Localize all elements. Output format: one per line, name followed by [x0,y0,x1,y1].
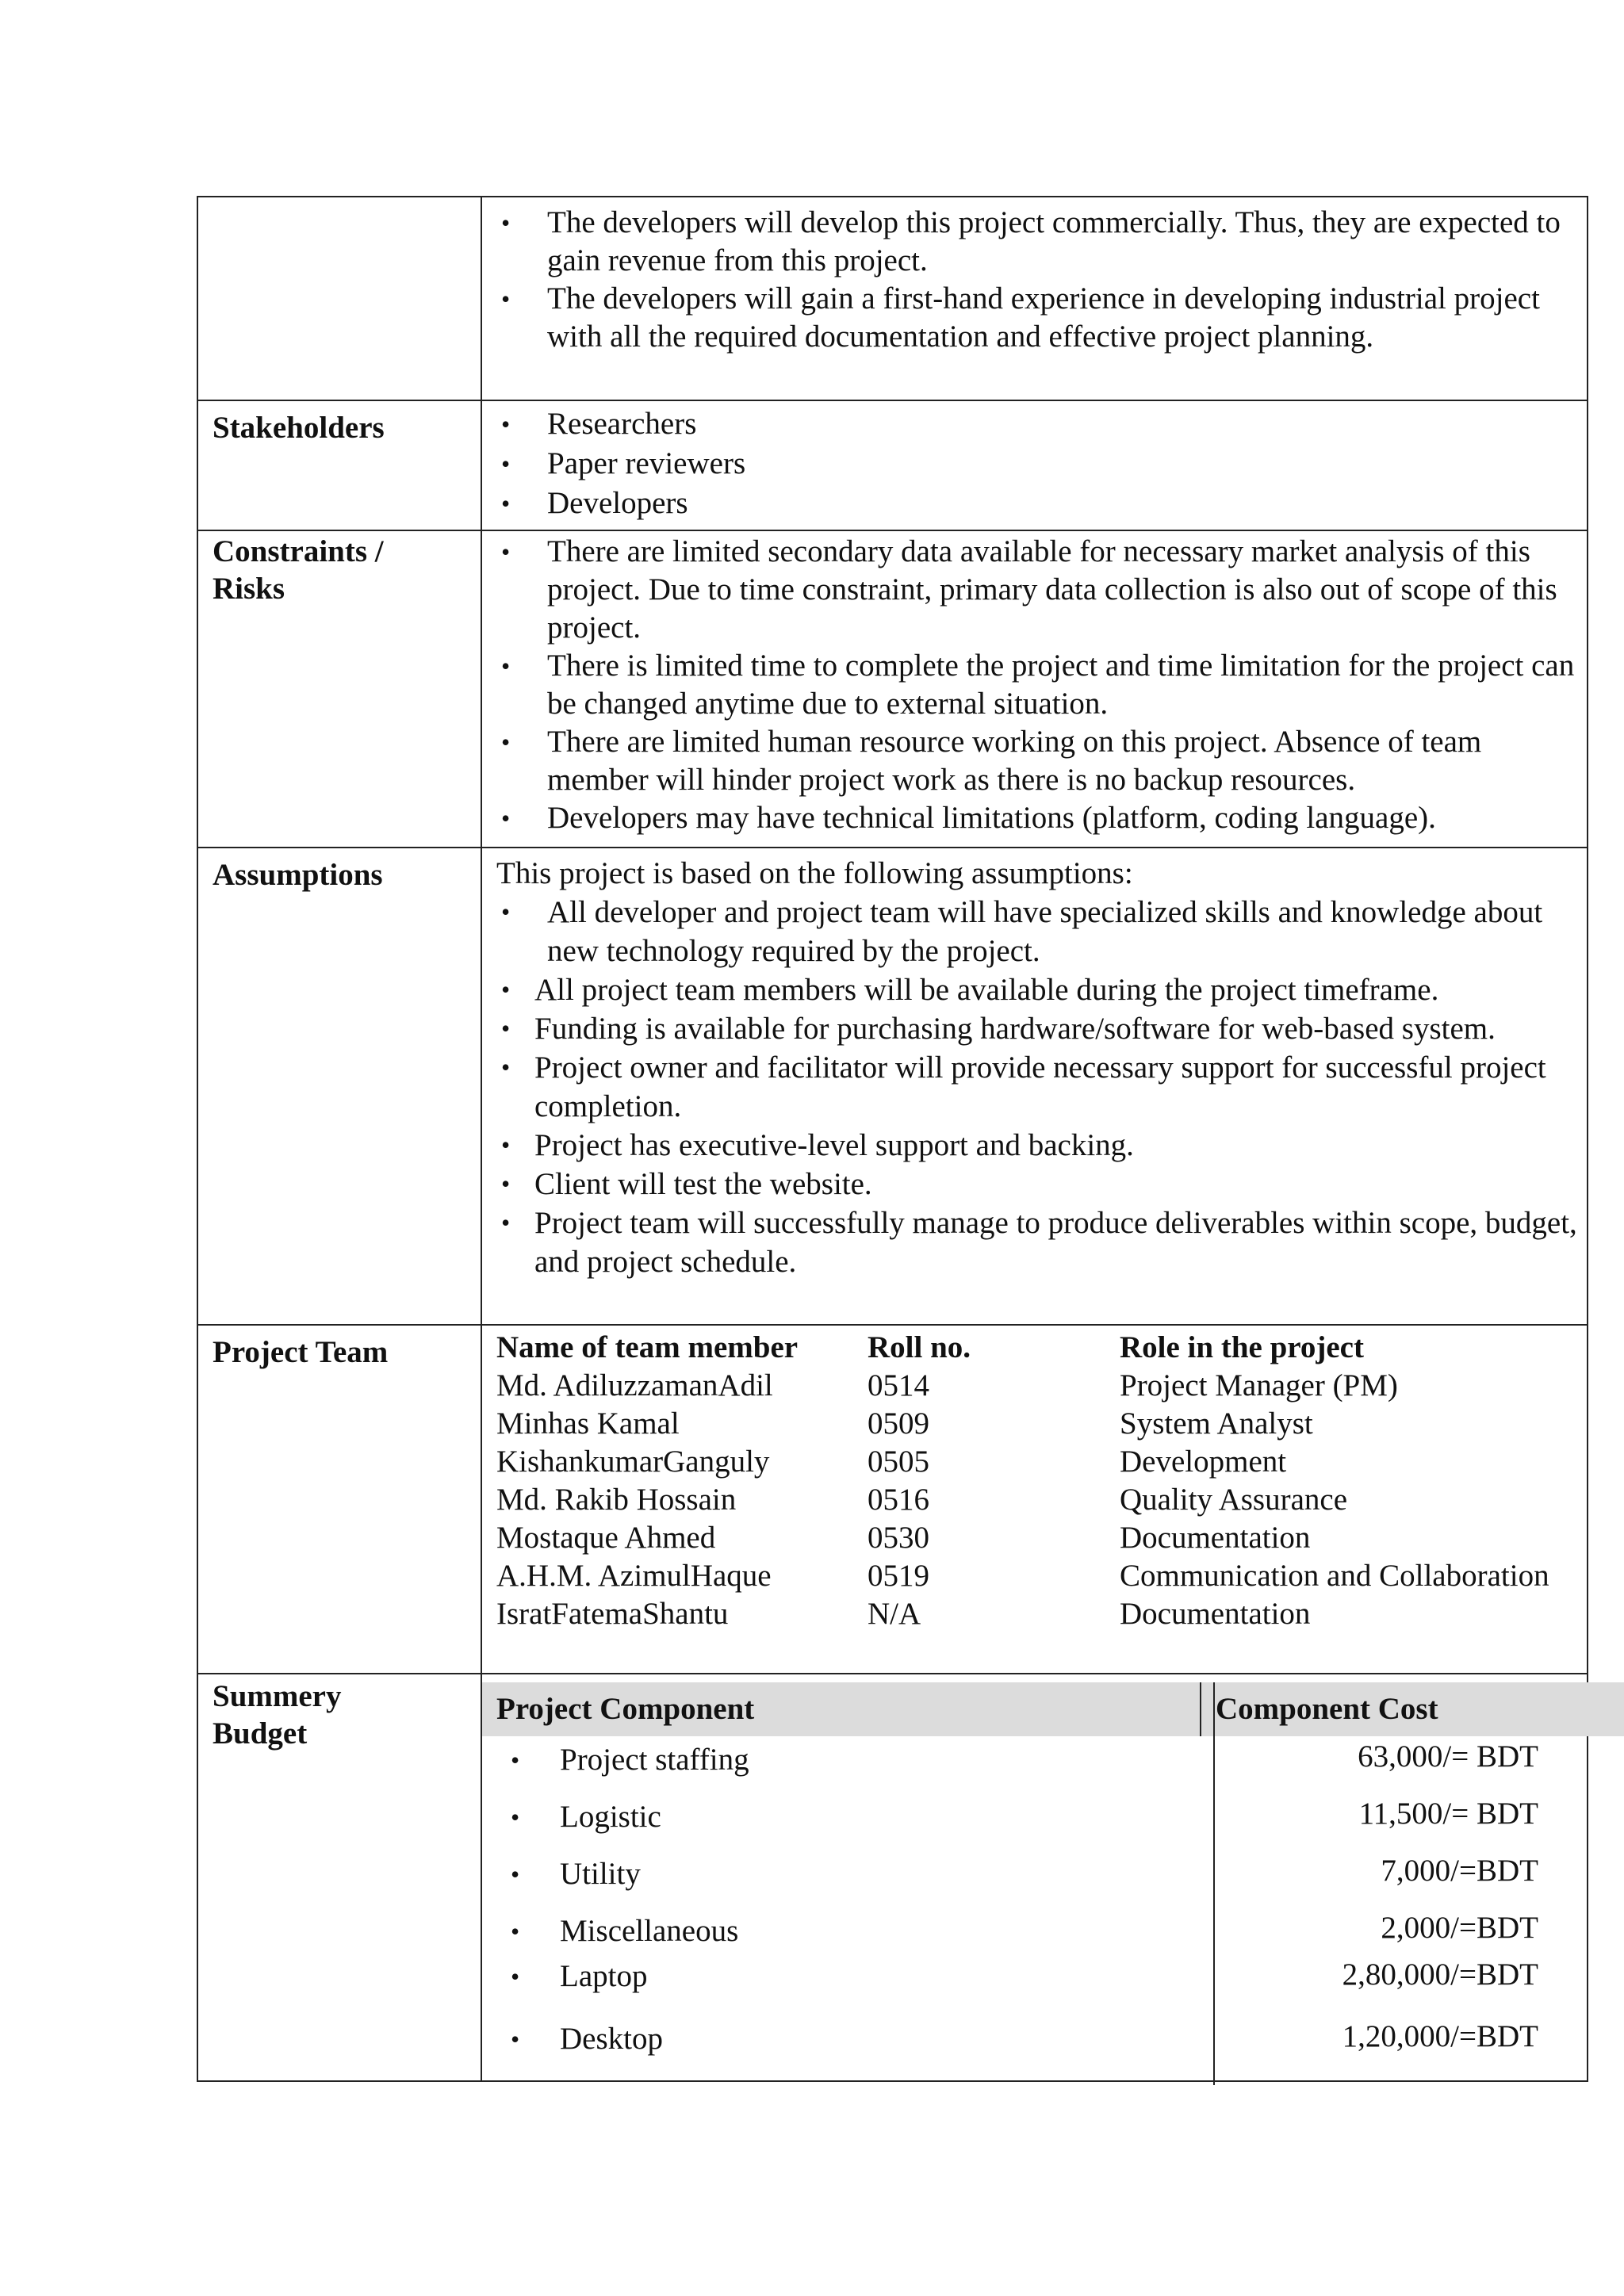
budget-table [482,1682,1587,2064]
member-role: Development [1120,1445,1287,1479]
budget-label [197,1674,481,2081]
bullet-icon: • [501,450,511,478]
constraints-label-line2: Risks [213,572,285,606]
team-header-roll: Roll no. [868,1330,971,1364]
budget-cost: 11,500/= BDT [1358,1797,1538,1831]
list-item: • There are limited secondary data available for necessary market analysis of this project. Due to time constraint, primary data collection is also out of scope of this project. [501,534,1557,645]
benefits-row [197,197,1588,400]
budget-label-line1: Summery [213,1679,342,1713]
constraints-list [496,533,1587,837]
list-item: • Project team will successfully manage to produce deliverables within scope, budget, and project schedule. [496,1203,1587,1281]
bullet-icon: • [501,285,511,313]
table-row [496,1595,1587,1633]
list-item: • Researchers [496,404,1587,444]
member-roll: 0530 [868,1521,929,1555]
member-role: Communication and Collaboration [1120,1559,1549,1593]
list-item: • Paper reviewers [496,444,1587,484]
table-row [496,1519,1587,1557]
budget-cost: 2,80,000/=BDT [1342,1957,1538,1992]
list-item: • All developer and project team will have specialized skills and knowledge about new technology required by the project. [496,893,1587,970]
constraints-label-line1: Constraints / [213,534,384,568]
bullet-icon: • [501,209,511,237]
list-item: • All project team members will be available during the project timeframe. [496,970,1587,1009]
project-charter-table [197,196,1588,2082]
budget-header-row [482,1682,1624,1736]
budget-component: • Utility [482,1850,1213,1908]
assumptions-row [197,848,1588,1325]
list-item: • Developers may have technical limitations (platform, coding language). [496,799,1587,837]
budget-header-cost: Component Cost [1200,1682,1624,1736]
member-roll: N/A [868,1597,921,1631]
member-role: Documentation [1120,1521,1311,1555]
budget-component: • Logistic [482,1793,1213,1850]
list-item: • Project owner and facilitator will provide necessary support for successful project completion. [496,1048,1587,1126]
budget-label-line2: Budget [213,1716,308,1751]
bullet-icon: • [501,1169,511,1198]
project-team-row [197,1325,1588,1674]
table-row [482,1908,1587,1957]
team-header-row [496,1329,1587,1367]
bullet-icon: • [501,652,511,680]
list-item: • The developers will develop this project commercially. Thus, they are expected to gain revenue from this project. [501,205,1561,277]
member-role: Quality Assurance [1120,1483,1348,1517]
list-item: • There is limited time to complete the project and time limitation for the project can be changed anytime due to external situation. [501,649,1575,721]
stakeholders-content-cell [481,400,1588,530]
table-row [482,2017,1587,2064]
constraints-content-cell [481,530,1588,848]
list-item: • Client will test the website. [496,1165,1587,1203]
bullet-icon: • [501,1053,511,1081]
table-row [496,1443,1587,1481]
budget-cost: 7,000/=BDT [1381,1854,1538,1888]
budget-cost: 2,000/=BDT [1381,1911,1538,1945]
budget-component: • Miscellaneous [482,1908,1213,1957]
team-grid [482,1329,1587,1633]
budget-component: • Desktop [482,2017,1213,2064]
member-name: A.H.M. AzimulHaque [496,1559,772,1593]
bullet-icon: • [501,975,511,1004]
bullet-icon: • [511,1746,520,1774]
table-row [496,1481,1587,1519]
table-row [482,1850,1587,1908]
member-name: Md. AdiluzzamanAdil [496,1368,773,1402]
bullet-icon: • [501,728,511,756]
member-roll: 0514 [868,1368,929,1402]
team-header-name: Name of team member [496,1330,799,1364]
assumptions-list [496,970,1587,1281]
bullet-icon: • [501,804,511,832]
member-roll: 0516 [868,1483,929,1517]
bullet-icon: • [501,1131,511,1159]
assumptions-label: Assumptions [197,848,481,1325]
bullet-icon: • [511,1803,520,1831]
member-name: IsratFatemaShantu [496,1597,729,1631]
benefits-content-cell [481,197,1588,400]
bullet-icon: • [511,1860,520,1888]
bullet-icon: • [501,897,511,926]
budget-header-component: Project Component [496,1692,755,1726]
member-name: Md. Rakib Hossain [496,1483,737,1517]
bullet-icon: • [501,1014,511,1043]
member-name: KishankumarGanguly [496,1445,770,1479]
budget-component: • Laptop [482,1957,1213,2017]
list-item: • Developers [496,484,1587,523]
assumptions-content-cell [481,848,1588,1325]
budget-content-cell [481,1674,1588,2081]
table-row [482,1793,1587,1850]
list-item: • There are limited human resource working on this project. Absence of team member will hinder project work as there is no backup resources. [501,725,1482,797]
budget-cost: 63,000/= BDT [1358,1739,1538,1774]
table-row [482,1736,1587,1793]
bullet-icon: • [511,2025,520,2053]
benefits-label-cell [197,197,481,400]
bullet-icon: • [501,1208,511,1237]
project-team-label: Project Team [197,1325,481,1674]
list-item: • Project has executive-level support and backing. [496,1126,1587,1165]
member-role: System Analyst [1120,1406,1313,1441]
stakeholders-row [197,400,1588,530]
assumptions-first-list [496,893,1587,970]
constraints-label [197,530,481,848]
member-role: Documentation [1120,1597,1311,1631]
benefits-list [496,204,1587,356]
stakeholders-label: Stakeholders [197,400,481,530]
member-roll: 0519 [868,1559,929,1593]
budget-row [197,1674,1588,2081]
bullet-icon: • [501,538,511,566]
constraints-row [197,530,1588,848]
team-header-role: Role in the project [1120,1330,1364,1364]
list-item: • The developers will gain a first-hand experience in developing industrial project with all the required documentation and effective project planning. [501,281,1540,354]
bullet-icon: • [501,489,511,518]
assumptions-intro: This project is based on the following assumptions: [496,856,1133,890]
member-name: Mostaque Ahmed [496,1521,716,1555]
bullet-icon: • [511,1917,520,1946]
stakeholders-list [496,404,1587,523]
table-row [496,1367,1587,1405]
project-team-content-cell [481,1325,1588,1674]
member-name: Minhas Kamal [496,1406,680,1441]
table-row [496,1557,1587,1595]
table-row [482,1957,1587,2017]
member-roll: 0509 [868,1406,929,1441]
list-item: • Funding is available for purchasing hardware/software for web-based system. [496,1009,1587,1048]
table-row [496,1405,1587,1443]
budget-component: • Project staffing [482,1736,1213,1793]
member-roll: 0505 [868,1445,929,1479]
bullet-icon: • [511,1962,520,1991]
member-role: Project Manager (PM) [1120,1368,1398,1402]
budget-cost: 1,20,000/=BDT [1342,2019,1538,2053]
bullet-icon: • [501,410,511,438]
